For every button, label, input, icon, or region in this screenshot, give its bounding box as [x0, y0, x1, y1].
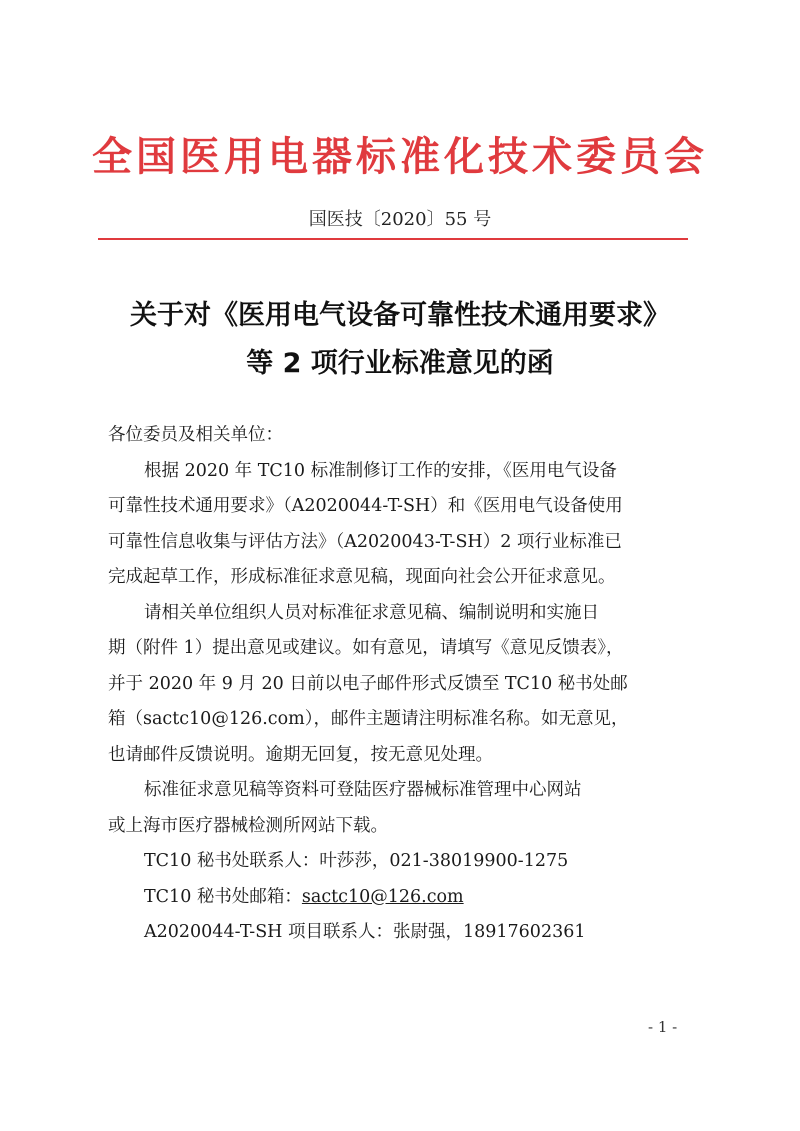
page-number: - 1 - [648, 1018, 678, 1036]
document-number: 国医技〔2020〕55 号 [308, 209, 492, 230]
paragraph-2 [108, 596, 698, 774]
letter-body [108, 418, 698, 951]
paragraph-3 [108, 773, 698, 844]
letter-title [60, 292, 740, 388]
secretariat-email-line [108, 880, 698, 916]
paragraph-1 [108, 454, 698, 596]
paragraph-line: 可靠性技术通用要求》（A2020044-T-SH）和《医用电气设备使用 [108, 496, 623, 516]
paragraph-line: 标准征求意见稿等资料可登陆医疗器械标准管理中心网站 [144, 780, 582, 800]
paragraph-line: 请相关单位组织人员对标准征求意见稿、编制说明和实施日 [144, 602, 599, 623]
email-label: TC10 秘书处邮箱： [144, 886, 302, 907]
salutation: 各位委员及相关单位： [108, 425, 283, 445]
letter-title-line-1: 关于对《医用电气设备可靠性技术通用要求》 [130, 300, 670, 331]
paragraph-line: 可靠性信息收集与评估方法》（A2020043-T-SH）2 项行业标准已 [108, 531, 622, 552]
paragraph-line: 完成起草工作，形成标准征求意见稿，现面向社会公开征求意见。 [108, 567, 616, 587]
paragraph-line: 并于 2020 年 9 月 20 日前以电子邮件形式反馈至 TC10 秘书处邮 [108, 673, 628, 694]
letter-title-line-2: 等 2 项行业标准意见的函 [246, 348, 554, 379]
paragraph-line: 或上海市医疗器械检测所网站下载。 [108, 815, 388, 836]
project-contact: A2020044-T-SH 项目联系人：张尉强，18917602361 [144, 922, 586, 942]
paragraph-line: 箱（sactc10@126.com），邮件主题请注明标准名称。如无意见， [108, 709, 629, 729]
email-link[interactable]: sactc10@126.com [301, 886, 464, 907]
secretariat-contact: TC10 秘书处联系人：叶莎莎，021-38019900-1275 [144, 851, 569, 871]
organization-title: 全国医用电器标准化技术委员会 [92, 134, 708, 180]
paragraph-line: 期（附件 1）提出意见或建议。如有意见，请填写《意见反馈表》， [108, 638, 624, 658]
paragraph-line: 根据 2020 年 TC10 标准制修订工作的安排，《医用电气设备 [144, 460, 617, 481]
paragraph-line: 也请邮件反馈说明。逾期无回复，按无意见处理。 [108, 744, 493, 765]
header-divider [98, 238, 688, 240]
